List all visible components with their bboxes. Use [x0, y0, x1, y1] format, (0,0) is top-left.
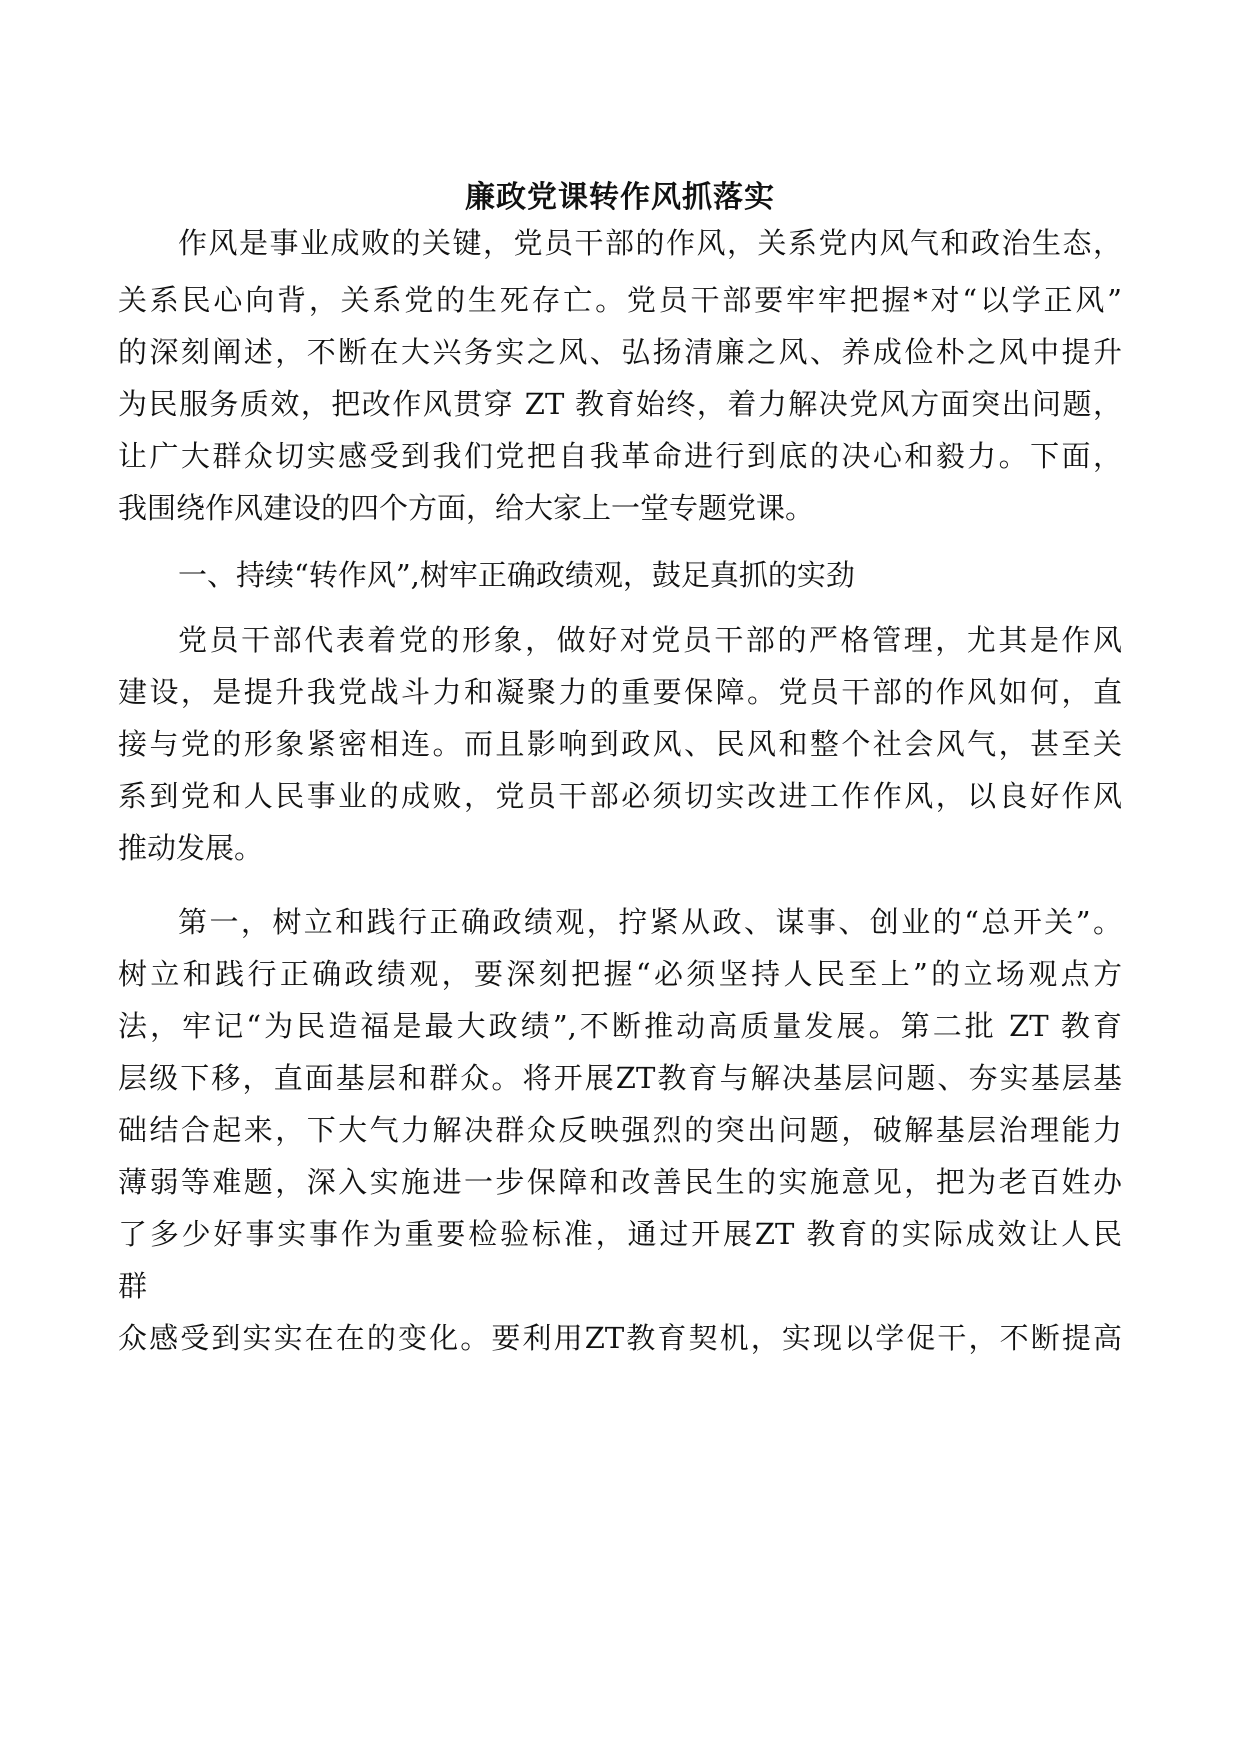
text-line-13: 第一，树立和践行正确政绩观，拧紧从政、谋事、创业的“总开关”。 [178, 905, 1122, 939]
text-line-20: 群 [118, 1269, 148, 1303]
text-line-14: 树立和践行正确政绩观，要深刻把握“必须坚持人民至上”的立场观点方 [118, 957, 1122, 991]
text-line-9: 建设，是提升我党战斗力和凝聚力的重要保障。党员干部的作风如何，直 [118, 675, 1122, 709]
text-line-8: 党员干部代表着党的形象，做好对党员干部的严格管理，尤其是作风 [178, 623, 1122, 657]
text-line-18: 薄弱等难题，深入实施进一步保障和改善民生的实施意见，把为老百姓办 [118, 1165, 1122, 1199]
text-line-3: 的深刻阐述，不断在大兴务实之风、弘扬清廉之风、养成俭朴之风中提升 [118, 335, 1122, 369]
document-title: 廉政党课转作风抓落实 [465, 180, 775, 215]
text-line-4: 为民服务质效，把改作风贯穿 ZT 教育始终，着力解决党风方面突出问题， [118, 387, 1122, 421]
text-line-17: 础结合起来，下大气力解决群众反映强烈的突出问题，破解基层治理能力 [118, 1113, 1122, 1147]
text-line-15: 法，牢记“为民造福是最大政绩”,不断推动高质量发展。第二批 ZT 教育 [118, 1009, 1122, 1043]
text-line-2: 关系民心向背，关系党的生死存亡。党员干部要牢牢把握*对“以学正风” [118, 283, 1122, 317]
text-line-19: 了多少好事实事作为重要检验标准，通过开展ZT 教育的实际成效让人民 [118, 1217, 1122, 1251]
text-line-1: 作风是事业成败的关键，党员干部的作风，关系党内风气和政治生态， [178, 226, 1122, 260]
section-heading-1: 一、持续“转作风”,树牢正确政绩观，鼓足真抓的实劲 [178, 558, 855, 592]
text-line-12: 推动发展。 [118, 831, 264, 865]
text-line-11: 系到党和人民事业的成败，党员干部必须切实改进工作作风，以良好作风 [118, 779, 1122, 813]
text-line-6: 我围绕作风建设的四个方面，给大家上一堂专题党课。 [118, 491, 815, 525]
text-line-16: 层级下移，直面基层和群众。将开展ZT教育与解决基层问题、夯实基层基 [118, 1061, 1122, 1095]
text-line-5: 让广大群众切实感受到我们党把自我革命进行到底的决心和毅力。下面， [118, 439, 1122, 473]
text-line-10: 接与党的形象紧密相连。而且影响到政风、民风和整个社会风气，甚至关 [118, 727, 1122, 761]
text-line-21: 众感受到实实在在的变化。要利用ZT教育契机，实现以学促干，不断提高 [118, 1321, 1122, 1355]
